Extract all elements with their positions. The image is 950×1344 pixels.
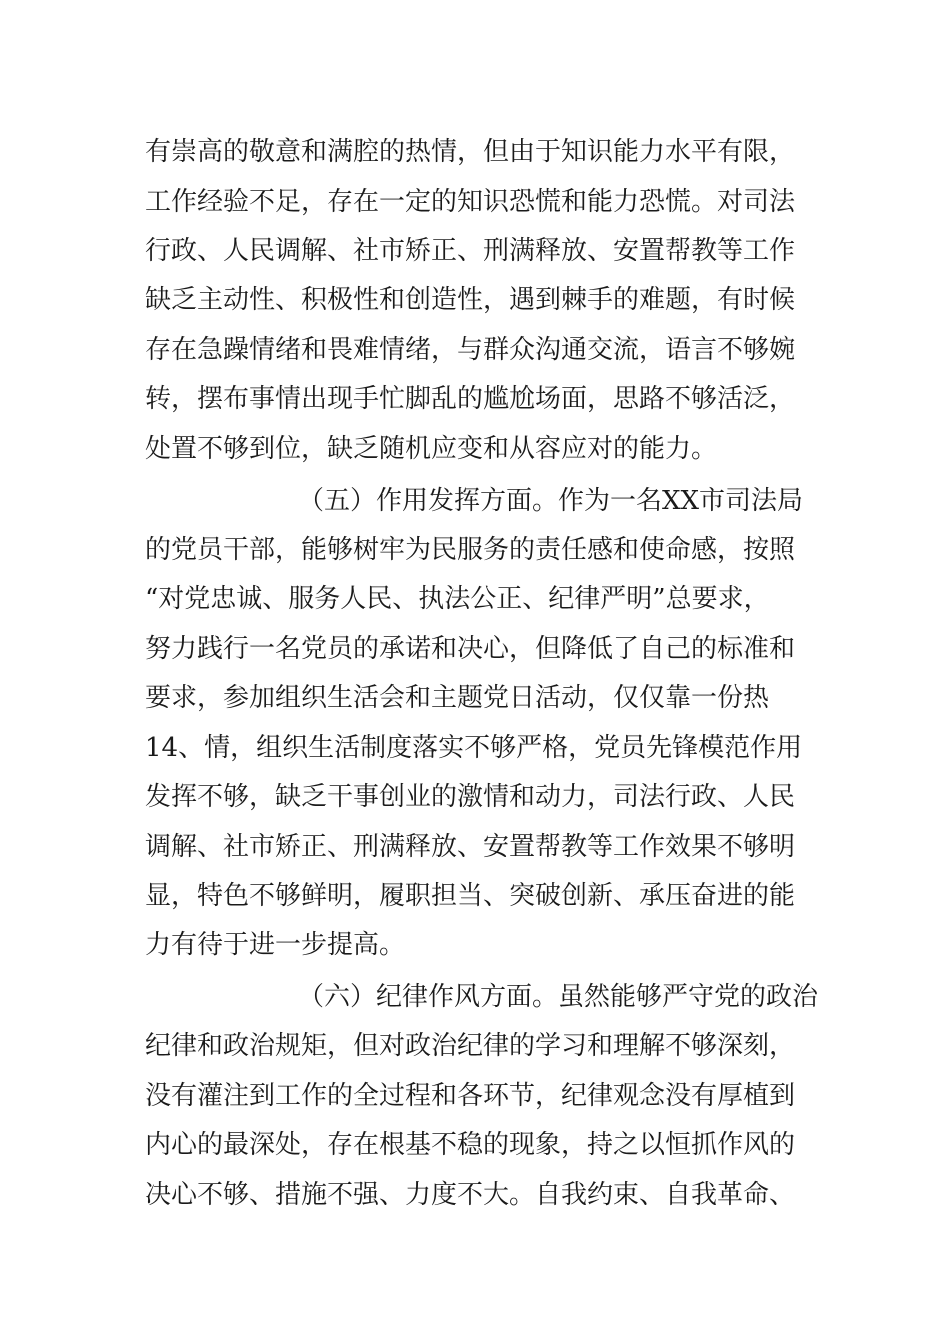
- text-line: 要求，参加组织生活会和主题党日活动，仅仅靠一份热: [145, 683, 770, 713]
- text-line: “对党忠诚、服务人民、执法公正、纪律严明”总要求，: [145, 584, 770, 614]
- text-line: 缺乏主动性、积极性和创造性，遇到棘手的难题，有时候: [145, 285, 796, 315]
- text-line: 转，摆布事情出现手忙脚乱的尴尬场面，思路不够活泛，: [145, 384, 796, 414]
- text-line: 努力践行一名党员的承诺和决心，但降低了自己的标准和: [145, 634, 796, 664]
- text-line: 纪律和政治规矩，但对政治纪律的学习和理解不够深刻，: [145, 1031, 796, 1061]
- text-line: 存在急躁情绪和畏难情绪，与群众沟通交流，语言不够婉: [145, 335, 796, 365]
- text-line: 行政、人民调解、社市矫正、刑满释放、安置帮教等工作: [145, 236, 796, 266]
- text-line: 处置不够到位，缺乏随机应变和从容应对的能力。: [145, 434, 718, 464]
- text-line: 有崇高的敬意和满腔的热情，但由于知识能力水平有限，: [145, 137, 796, 167]
- text-line: 显，特色不够鲜明，履职担当、突破创新、承压奋进的能: [145, 881, 796, 911]
- text-line: 发挥不够，缺乏干事创业的激情和动力，司法行政、人民: [145, 782, 796, 812]
- text-line: 没有灌注到工作的全过程和各环节，纪律观念没有厚植到: [145, 1081, 796, 1111]
- text-line: 决心不够、措施不强、力度不大。自我约束、自我革命、: [145, 1180, 796, 1210]
- text-line: 的党员干部，能够树牢为民服务的责任感和使命感，按照: [145, 535, 796, 565]
- text-line: 力有待于进一步提高。: [145, 930, 406, 960]
- section-heading-five: （五）作用发挥方面。作为一名XX市司法局: [298, 486, 804, 516]
- text-line: 内心的最深处，存在根基不稳的现象，持之以恒抓作风的: [145, 1130, 796, 1160]
- text-line: 调解、社市矫正、刑满释放、安置帮教等工作效果不够明: [145, 832, 796, 862]
- section-heading-six: （六）纪律作风方面。虽然能够严守党的政治: [298, 982, 818, 1012]
- text-line: 工作经验不足，存在一定的知识恐慌和能力恐慌。对司法: [145, 187, 796, 217]
- text-line: 14、情，组织生活制度落实不够严格，党员先锋模范作用: [145, 733, 803, 763]
